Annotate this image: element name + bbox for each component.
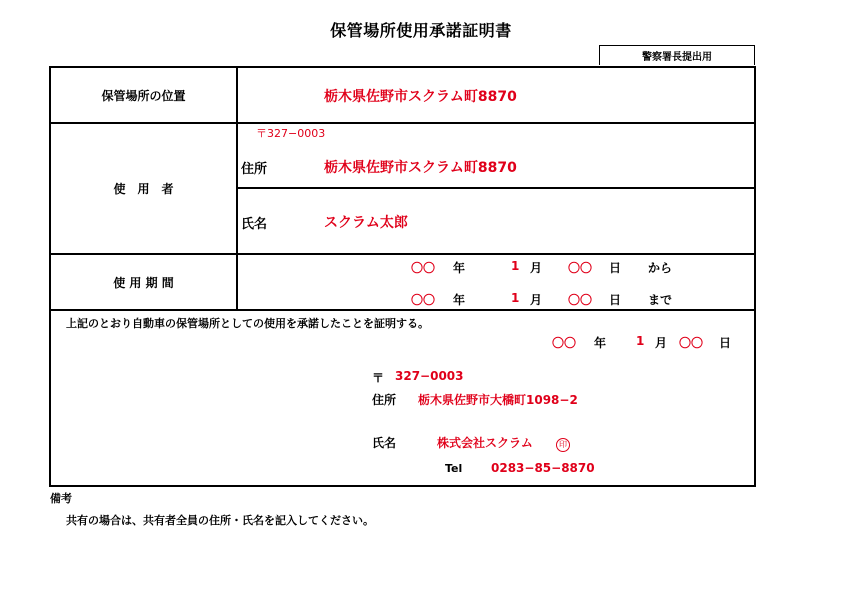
remarks-text: 共有の場合は、共有者全員の住所・氏名を記入してください。 xyxy=(66,514,374,527)
from-day-value: 〇〇 xyxy=(568,261,593,275)
to-day-unit: 日 xyxy=(609,293,622,307)
location-value: 栃木県佐野市スクラム町8870 xyxy=(324,89,517,105)
period-label: 使 用 期 間 xyxy=(113,276,174,290)
table-right-border xyxy=(754,66,756,487)
owner-name-label: 氏名 xyxy=(372,436,397,450)
from-year-unit: 年 xyxy=(453,261,466,275)
certify-day-value: 〇〇 xyxy=(679,336,704,350)
to-month-unit: 月 xyxy=(530,293,543,307)
certify-year-value: 〇〇 xyxy=(552,336,577,350)
row-divider-user xyxy=(237,187,756,189)
user-label: 使 用 者 xyxy=(113,182,174,196)
certify-month-unit: 月 xyxy=(655,336,668,350)
from-year-value: 〇〇 xyxy=(411,261,436,275)
certify-year-unit: 年 xyxy=(594,336,607,350)
remarks-heading: 備考 xyxy=(50,492,72,505)
certify-day-unit: 日 xyxy=(719,336,732,350)
row-divider-3 xyxy=(49,309,756,311)
user-postal-code: 〒327−0003 xyxy=(256,127,326,140)
row-divider-2 xyxy=(49,253,756,255)
to-day-value: 〇〇 xyxy=(568,293,593,307)
row-divider-1 xyxy=(49,122,756,124)
owner-postal-code: 327−0003 xyxy=(395,369,464,383)
column-divider xyxy=(236,66,238,310)
submit-to-label: 警察署長提出用 xyxy=(599,45,755,65)
owner-tel-label: Tel xyxy=(445,462,463,475)
from-month-value: 1 xyxy=(511,259,520,273)
seal-mark xyxy=(556,434,570,453)
certify-month-value: 1 xyxy=(636,334,645,348)
seal-icon: 印 xyxy=(556,438,570,452)
to-month-value: 1 xyxy=(511,291,520,305)
certify-statement: 上記のとおり自動車の保管場所としての使用を承諾したことを証明する。 xyxy=(66,317,429,330)
from-suffix: から xyxy=(648,261,673,275)
owner-address-label: 住所 xyxy=(372,393,397,407)
from-day-unit: 日 xyxy=(609,261,622,275)
table-top-border xyxy=(49,66,756,68)
owner-tel-value: 0283−85−8870 xyxy=(491,461,595,475)
table-bottom-border xyxy=(49,485,756,487)
from-month-unit: 月 xyxy=(530,261,543,275)
user-name-value: スクラム太郎 xyxy=(324,215,408,231)
user-address-label: 住所 xyxy=(241,162,268,177)
user-name-label: 氏名 xyxy=(241,217,268,232)
to-year-unit: 年 xyxy=(453,293,466,307)
to-year-value: 〇〇 xyxy=(411,293,436,307)
document-title: 保管場所使用承諾証明書 xyxy=(330,21,512,40)
owner-postal-mark: 〒 xyxy=(372,371,385,385)
user-address-value: 栃木県佐野市スクラム町8870 xyxy=(324,160,517,176)
owner-address-value: 栃木県佐野市大橋町1098−2 xyxy=(418,393,578,407)
owner-name-value: 株式会社スクラム xyxy=(437,436,533,450)
to-suffix: まで xyxy=(648,293,673,307)
location-label: 保管場所の位置 xyxy=(101,89,186,103)
